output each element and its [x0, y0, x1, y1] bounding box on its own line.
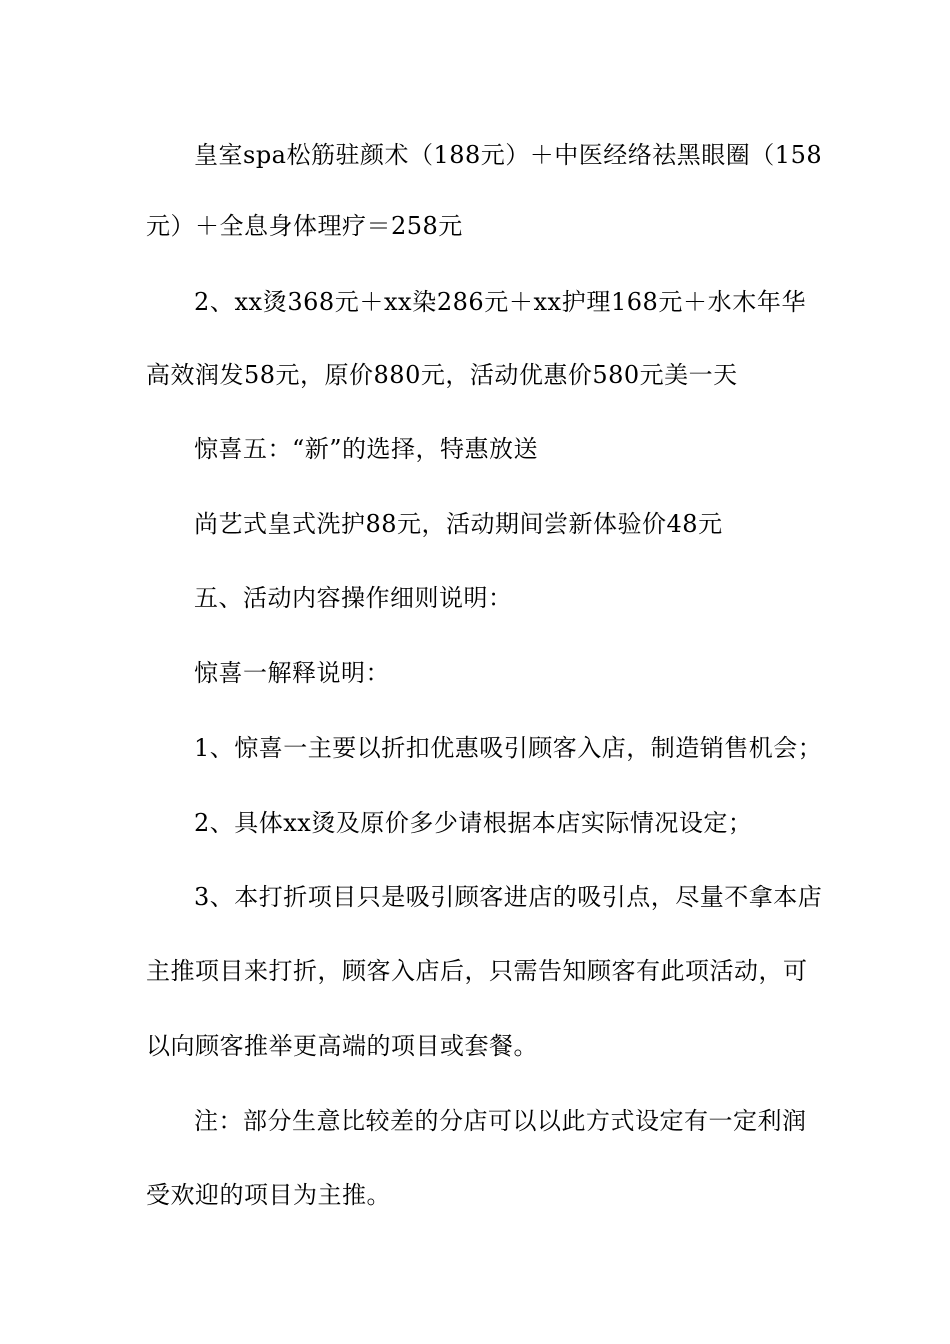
paragraph-3: 惊喜五：“新”的选择，特惠放送 — [194, 435, 539, 463]
paragraph-2-line-2: 高效润发58元，原价880元，活动优惠价580元美一天 — [146, 361, 738, 389]
paragraph-9-line-2: 主推项目来打折，顾客入店后，只需告知顾客有此项活动，可 — [146, 957, 808, 985]
paragraph-10-line-2: 受欢迎的项目为主推。 — [146, 1181, 391, 1209]
paragraph-8: 2、具体xx烫及原价多少请根据本店实际情况设定； — [194, 809, 753, 837]
paragraph-10-line-1: 注：部分生意比较差的分店可以以此方式设定有一定利润 — [194, 1107, 807, 1135]
paragraph-4: 尚艺式皇式洗护88元，活动期间尝新体验价48元 — [194, 510, 723, 538]
paragraph-1-line-2: 元）＋全息身体理疗＝258元 — [146, 212, 463, 240]
paragraph-6-subheading: 惊喜一解释说明： — [194, 659, 390, 687]
paragraph-9-line-1: 3、本打折项目只是吸引顾客进店的吸引点，尽量不拿本店 — [194, 883, 823, 911]
paragraph-2-line-1: 2、xx烫368元＋xx染286元＋xx护理168元＋水木年华 — [194, 288, 806, 316]
paragraph-5-section-heading: 五、活动内容操作细则说明： — [194, 584, 513, 612]
paragraph-1-line-1: 皇室spa松筋驻颜术（188元）＋中医经络祛黑眼圈（158 — [194, 141, 823, 169]
paragraph-9-line-3: 以向顾客推举更高端的项目或套餐。 — [146, 1032, 538, 1060]
paragraph-7: 1、惊喜一主要以折扣优惠吸引顾客入店，制造销售机会； — [194, 734, 823, 762]
